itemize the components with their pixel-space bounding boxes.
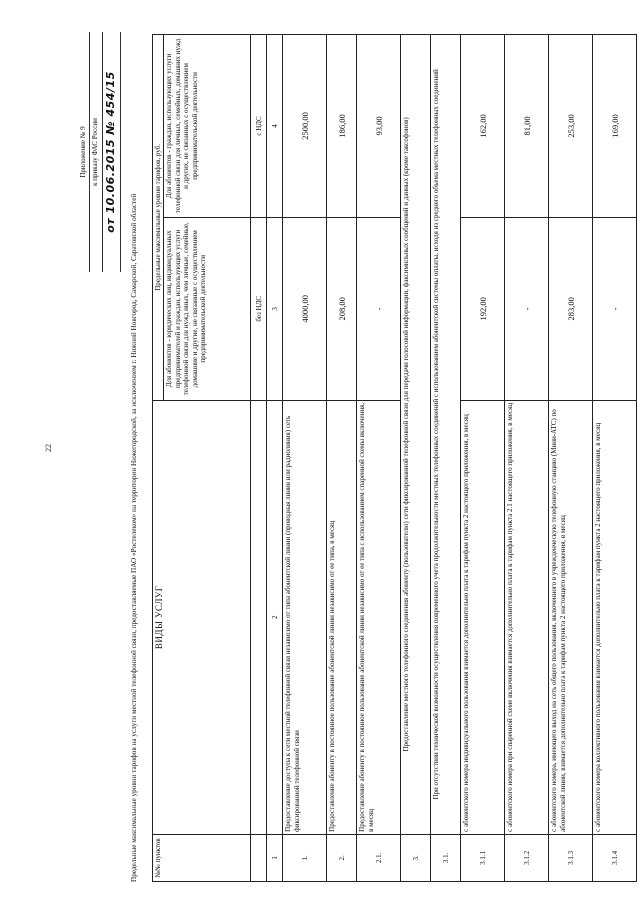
header-legal-entities: Для абонентов - юридических лиц, индивидуальных предпринимателей и граждан, использующих услуги телефонной связи для нужд иных, чем личные, семейные, домашние и другие, не связанные с осуществлением предпринимательской деятельности — [164, 217, 251, 400]
row-value-with-vat: 2500,00 — [283, 35, 327, 218]
row-num: 3.1.1 — [461, 834, 505, 881]
row-value-no-vat: - — [505, 217, 549, 400]
row-service: Предоставление доступа к сети местной телефонной связи независимо от типа абонентской линии (проводная линия или радиолиния) сеть фиксированной телефонной связи — [283, 400, 327, 834]
appendix-order: к приказу ФАС России — [90, 32, 102, 272]
row-value-no-vat: 4000,00 — [283, 217, 327, 400]
row-service: Предоставление абоненту в постоянное пользование абонентской линии независимо от ее типа, в месяц — [327, 400, 357, 834]
row-value-no-vat: 208,00 — [327, 217, 357, 400]
table-row — [461, 35, 505, 882]
row-section-text: Предоставление местного телефонного соединения абоненту (пользователю) сети фиксированной телефонной связи для передачи голосовой информации, факсимильных сообщений и данных (кроме таксофонов) — [401, 35, 431, 835]
row-value-with-vat: 186,00 — [327, 35, 357, 218]
table-row — [593, 35, 637, 882]
row-service: с абонентского номера индивидуального пользования взимается дополнительно плата к тарифам пункта 2 настоящего приложения, в месяц — [461, 400, 505, 834]
row-num: 2. — [327, 834, 357, 881]
row-num: 2.1. — [357, 834, 401, 881]
row-num: 3. — [401, 834, 431, 881]
appendix-block — [78, 32, 121, 272]
row-value-with-vat: 93,00 — [357, 35, 401, 218]
subheader-blank-1 — [251, 834, 267, 881]
row-value-no-vat: - — [357, 217, 401, 400]
table-caption: Предельные максимальные уровни тарифов на услуги местной телефонной связи, предоставляемые ПАО «Ростелеком» на территории Нижегородской, за исключением г. Нижний Новгород, Самарской, Саратовской областей — [130, 193, 138, 882]
table-row — [357, 35, 401, 882]
table-row — [431, 35, 461, 882]
table-row — [401, 35, 431, 882]
subheader-no-vat: без НДС — [251, 217, 267, 400]
appendix-title: Приложение № 9 — [78, 32, 90, 272]
row-num: 3.1.4 — [593, 834, 637, 881]
header-citizens: Для абонентов - граждан, использующих услуги телефонной связи для личных, семейных, домашних нужд и других, не связанных с осуществлением предпринимательской деятельности — [164, 35, 251, 218]
row-num: 3.1. — [431, 834, 461, 881]
row-value-no-vat: 283,00 — [549, 217, 593, 400]
subheader-blank-2 — [251, 400, 267, 834]
table-row — [549, 35, 593, 882]
row-value-with-vat: 162,00 — [461, 35, 505, 218]
row-service: с абонентского номера коллективного пользования взимается дополнительно плата к тарифам пункта 2 настоящего приложения, в месяц — [593, 400, 637, 834]
row-num: 1. — [283, 834, 327, 881]
row-value-no-vat: - — [593, 217, 637, 400]
row-service: с абонентского номера при спаренной схеме включения взимается дополнительно плата к тарифам пункта 2.1 настоящего приложения, в месяц — [505, 400, 549, 834]
row-num: 3.1.2 — [505, 834, 549, 881]
row-value-no-vat: 192,00 — [461, 217, 505, 400]
table-row — [505, 35, 549, 882]
row-value-with-vat: 253,00 — [549, 35, 593, 218]
page-number: 22 — [44, 444, 53, 452]
index-1: 1 — [267, 834, 283, 881]
index-4: 4 — [267, 35, 283, 218]
tariff-table — [152, 34, 637, 882]
index-3: 3 — [267, 217, 283, 400]
row-service: Предоставление абоненту в постоянное пользование абонентской линии независимо от ее типа с использованием спаренной схемы включения, в месяц — [357, 400, 401, 834]
header-levels: Предельные максимальные уровни тарифов, руб. — [153, 35, 164, 401]
table-row — [327, 35, 357, 882]
row-section-text: При отсутствии технической возможности осуществления повременного учета продолжительности местных телефонных соединений с использованием абонентской системы оплаты, исходя из среднего объема местных телефонных соединений — [431, 35, 461, 835]
rotated-sheet — [72, 28, 632, 888]
row-num: 3.1.3 — [549, 834, 593, 881]
subheader-with-vat: с НДС — [251, 35, 267, 218]
header-service: ВИДЫ УСЛУГ — [153, 400, 251, 834]
index-2: 2 — [267, 400, 283, 834]
row-value-with-vat: 81,00 — [505, 35, 549, 218]
appendix-date-number: от 10.06.2015 № 454/15 — [103, 32, 121, 272]
table-row — [283, 35, 327, 882]
header-num: №№ пунктов — [153, 834, 251, 881]
row-value-with-vat: 169,00 — [593, 35, 637, 218]
row-service: с абонентского номера, имеющего выход на сеть общего пользования, включенного в учрежденческую телефонную станцию (Мини-АТС) по абонентской линии, взимается дополнительно плата к тарифам пункта 2 настоящего приложения, в месяц — [549, 400, 593, 834]
